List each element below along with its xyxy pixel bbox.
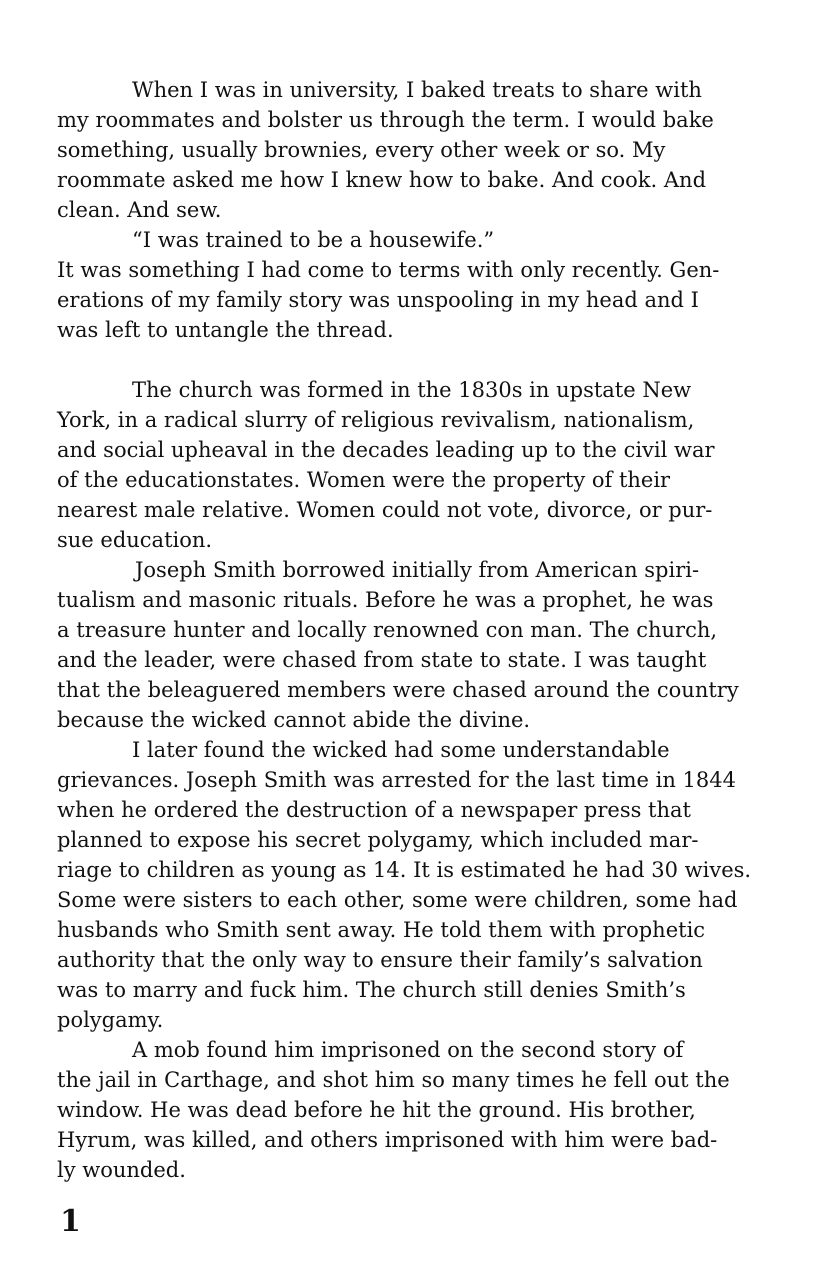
text-line: husbands who Smith sent away. He told them with prophetic: [57, 918, 706, 942]
section-church-history: [57, 375, 757, 1185]
text-line: my roommates and bolster us through the term. I would bake: [57, 108, 714, 132]
text-line: “I was trained to be a housewife.”: [132, 228, 495, 252]
text-line: grievances. Joseph Smith was arrested for the last time in 1844: [57, 768, 737, 792]
text-line: erations of my family story was unspooling in my head and I: [57, 288, 699, 312]
text-line: was to marry and fuck him. The church still denies Smith’s: [57, 978, 686, 1002]
text-line: I later found the wicked had some understandable: [132, 738, 670, 762]
text-line: polygamy.: [57, 1008, 164, 1032]
text-line: nearest male relative. Women could not vote, divorce, or pur-: [57, 498, 713, 522]
text-line: something, usually brownies, every other week or so. My: [57, 138, 666, 162]
text-line: clean. And sew.: [57, 198, 222, 222]
text-line: It was something I had come to terms with only recently. Gen-: [57, 258, 720, 282]
text-line: tualism and masonic rituals. Before he was a prophet, he was: [57, 588, 714, 612]
text-line: ly wounded.: [57, 1158, 186, 1182]
text-line: Some were sisters to each other, some were children, some had: [57, 888, 738, 912]
text-line: Joseph Smith borrowed initially from American spiri-: [135, 558, 700, 582]
text-line: planned to expose his secret polygamy, which included mar-: [57, 828, 699, 852]
text-line: window. He was dead before he hit the ground. His brother,: [57, 1098, 696, 1122]
text-line: when he ordered the destruction of a newspaper press that: [57, 798, 691, 822]
text-line: the jail in Carthage, and shot him so many times he fell out the: [57, 1068, 730, 1092]
text-line: that the beleaguered members were chased around the country: [57, 678, 739, 702]
section-university: [57, 75, 757, 345]
text-line: was left to untangle the thread.: [57, 318, 394, 342]
page-number: 1: [60, 1204, 81, 1239]
text-line: riage to children as young as 14. It is estimated he had 30 wives.: [57, 858, 752, 882]
text-line: sue education.: [57, 528, 213, 552]
text-line: of the educationstates. Women were the property of their: [57, 468, 671, 492]
text-line: a treasure hunter and locally renowned con man. The church,: [57, 618, 718, 642]
text-line: because the wicked cannot abide the divine.: [57, 708, 531, 732]
text-line: Hyrum, was killed, and others imprisoned with him were bad-: [57, 1128, 718, 1152]
text-line: When I was in university, I baked treats to share with: [132, 78, 702, 102]
text-line: and social upheaval in the decades leading up to the civil war: [57, 438, 715, 462]
text-line: authority that the only way to ensure their family’s salvation: [57, 948, 703, 972]
text-line: and the leader, were chased from state to state. I was taught: [57, 648, 707, 672]
text-line: The church was formed in the 1830s in upstate New: [132, 378, 692, 402]
text-line: York, in a radical slurry of religious revivalism, nationalism,: [57, 408, 695, 432]
text-line: A mob found him imprisoned on the second story of: [132, 1038, 684, 1062]
text-line: roommate asked me how I knew how to bake. And cook. And: [57, 168, 707, 192]
